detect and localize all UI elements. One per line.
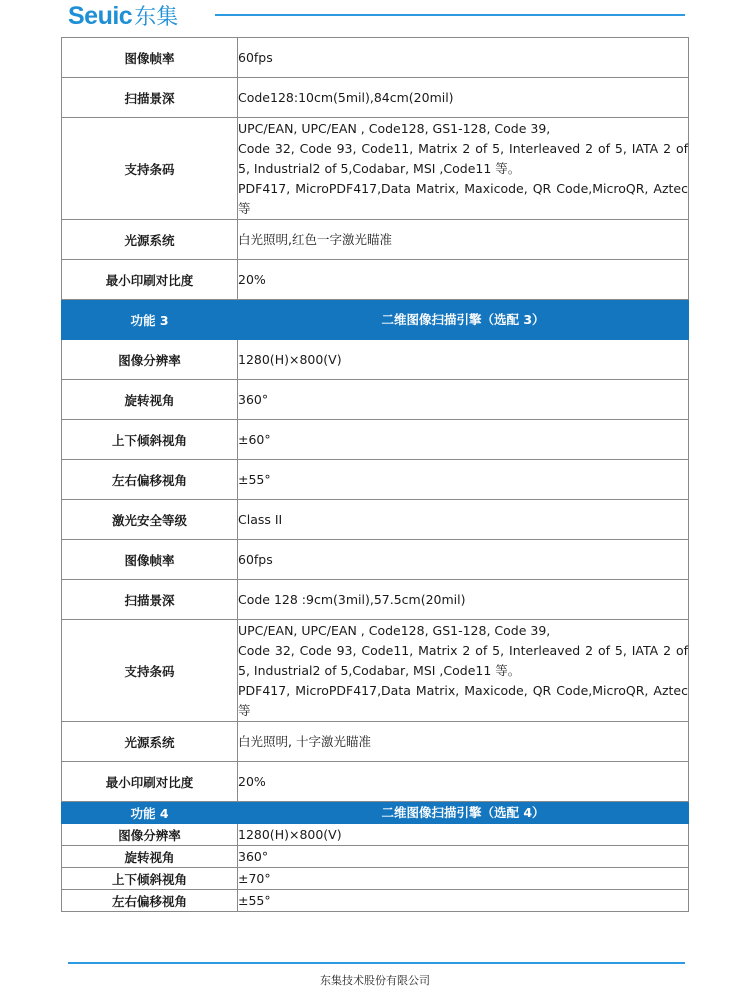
spec-value: 20% <box>238 762 689 802</box>
spec-value: 60fps <box>238 540 689 580</box>
spec-value: 1280(H)×800(V) <box>238 340 689 380</box>
logo-chinese: 东集 <box>134 5 179 30</box>
barcode-list-line: Code 32, Code 93, Code11, Matrix 2 of 5, Interleaved 2 of 5, IATA 2 of 5, Industrial2 of 5,Codabar, MSI ,Code11 等。 <box>238 140 688 176</box>
section-title: 二维图像扫描引擎（选配 3） <box>238 300 689 340</box>
section-label: 功能 4 <box>62 802 238 824</box>
spec-label: 上下倾斜视角 <box>62 420 238 460</box>
spec-value: ±60° <box>238 420 689 460</box>
spec-row <box>62 620 689 722</box>
spec-row <box>62 824 689 846</box>
spec-label: 图像分辨率 <box>62 824 238 846</box>
spec-value: ±55° <box>238 890 689 912</box>
spec-row <box>62 722 689 762</box>
barcode-list-line: UPC/EAN, UPC/EAN , Code128, GS1-128, Code 39, <box>238 622 551 638</box>
spec-row <box>62 540 689 580</box>
spec-label: 支持条码 <box>62 118 238 220</box>
spec-label: 旋转视角 <box>62 380 238 420</box>
spec-value <box>238 620 689 722</box>
spec-row <box>62 868 689 890</box>
section-label: 功能 3 <box>62 300 238 340</box>
spec-label: 旋转视角 <box>62 846 238 868</box>
spec-row <box>62 762 689 802</box>
spec-label: 扫描景深 <box>62 78 238 118</box>
section-header-row <box>62 802 689 824</box>
spec-label: 激光安全等级 <box>62 500 238 540</box>
spec-label: 光源系统 <box>62 722 238 762</box>
spec-table-body <box>62 38 689 912</box>
spec-label: 图像帧率 <box>62 540 238 580</box>
spec-value: ±70° <box>238 868 689 890</box>
spec-row <box>62 846 689 868</box>
spec-label: 最小印刷对比度 <box>62 260 238 300</box>
section-header-row <box>62 300 689 340</box>
spec-row <box>62 220 689 260</box>
barcode-list-line: PDF417, MicroPDF417,Data Matrix, Maxicode, QR Code,MicroQR, Aztec 等 <box>238 180 688 216</box>
spec-value: Class II <box>238 500 689 540</box>
footer-company: 东集技术股份有限公司 <box>320 974 430 987</box>
spec-label: 扫描景深 <box>62 580 238 620</box>
spec-row <box>62 890 689 912</box>
spec-row <box>62 118 689 220</box>
spec-label: 图像分辨率 <box>62 340 238 380</box>
spec-label: 最小印刷对比度 <box>62 762 238 802</box>
spec-table <box>61 37 689 912</box>
spec-row <box>62 460 689 500</box>
spec-label: 光源系统 <box>62 220 238 260</box>
spec-row <box>62 340 689 380</box>
spec-value: 20% <box>238 260 689 300</box>
seuic-logo <box>68 0 178 28</box>
spec-value: 360° <box>238 846 689 868</box>
page-header <box>0 0 750 30</box>
spec-row <box>62 78 689 118</box>
spec-value: 60fps <box>238 38 689 78</box>
spec-value: 360° <box>238 380 689 420</box>
spec-label: 支持条码 <box>62 620 238 722</box>
spec-row <box>62 580 689 620</box>
barcode-list-line: UPC/EAN, UPC/EAN , Code128, GS1-128, Code 39, <box>238 120 551 136</box>
barcode-list-line: PDF417, MicroPDF417,Data Matrix, Maxicode, QR Code,MicroQR, Aztec 等 <box>238 682 688 718</box>
spec-value: Code 128 :9cm(3mil),57.5cm(20mil) <box>238 580 689 620</box>
header-divider <box>215 14 685 16</box>
spec-value: 白光照明,红色一字激光瞄准 <box>238 220 689 260</box>
spec-value: 白光照明, 十字激光瞄准 <box>238 722 689 762</box>
spec-label: 图像帧率 <box>62 38 238 78</box>
spec-value: 1280(H)×800(V) <box>238 824 689 846</box>
spec-label: 上下倾斜视角 <box>62 868 238 890</box>
logo-english: Seuic <box>68 2 133 30</box>
spec-row <box>62 38 689 78</box>
section-title: 二维图像扫描引擎（选配 4） <box>238 802 689 824</box>
spec-value <box>238 118 689 220</box>
spec-row <box>62 420 689 460</box>
spec-row <box>62 500 689 540</box>
footer-divider <box>68 962 685 964</box>
spec-label: 左右偏移视角 <box>62 890 238 912</box>
barcode-list-line: Code 32, Code 93, Code11, Matrix 2 of 5, Interleaved 2 of 5, IATA 2 of 5, Industrial2 of 5,Codabar, MSI ,Code11 等。 <box>238 642 688 678</box>
spec-label: 左右偏移视角 <box>62 460 238 500</box>
spec-value: ±55° <box>238 460 689 500</box>
spec-row <box>62 380 689 420</box>
spec-row <box>62 260 689 300</box>
spec-value: Code128:10cm(5mil),84cm(20mil) <box>238 78 689 118</box>
